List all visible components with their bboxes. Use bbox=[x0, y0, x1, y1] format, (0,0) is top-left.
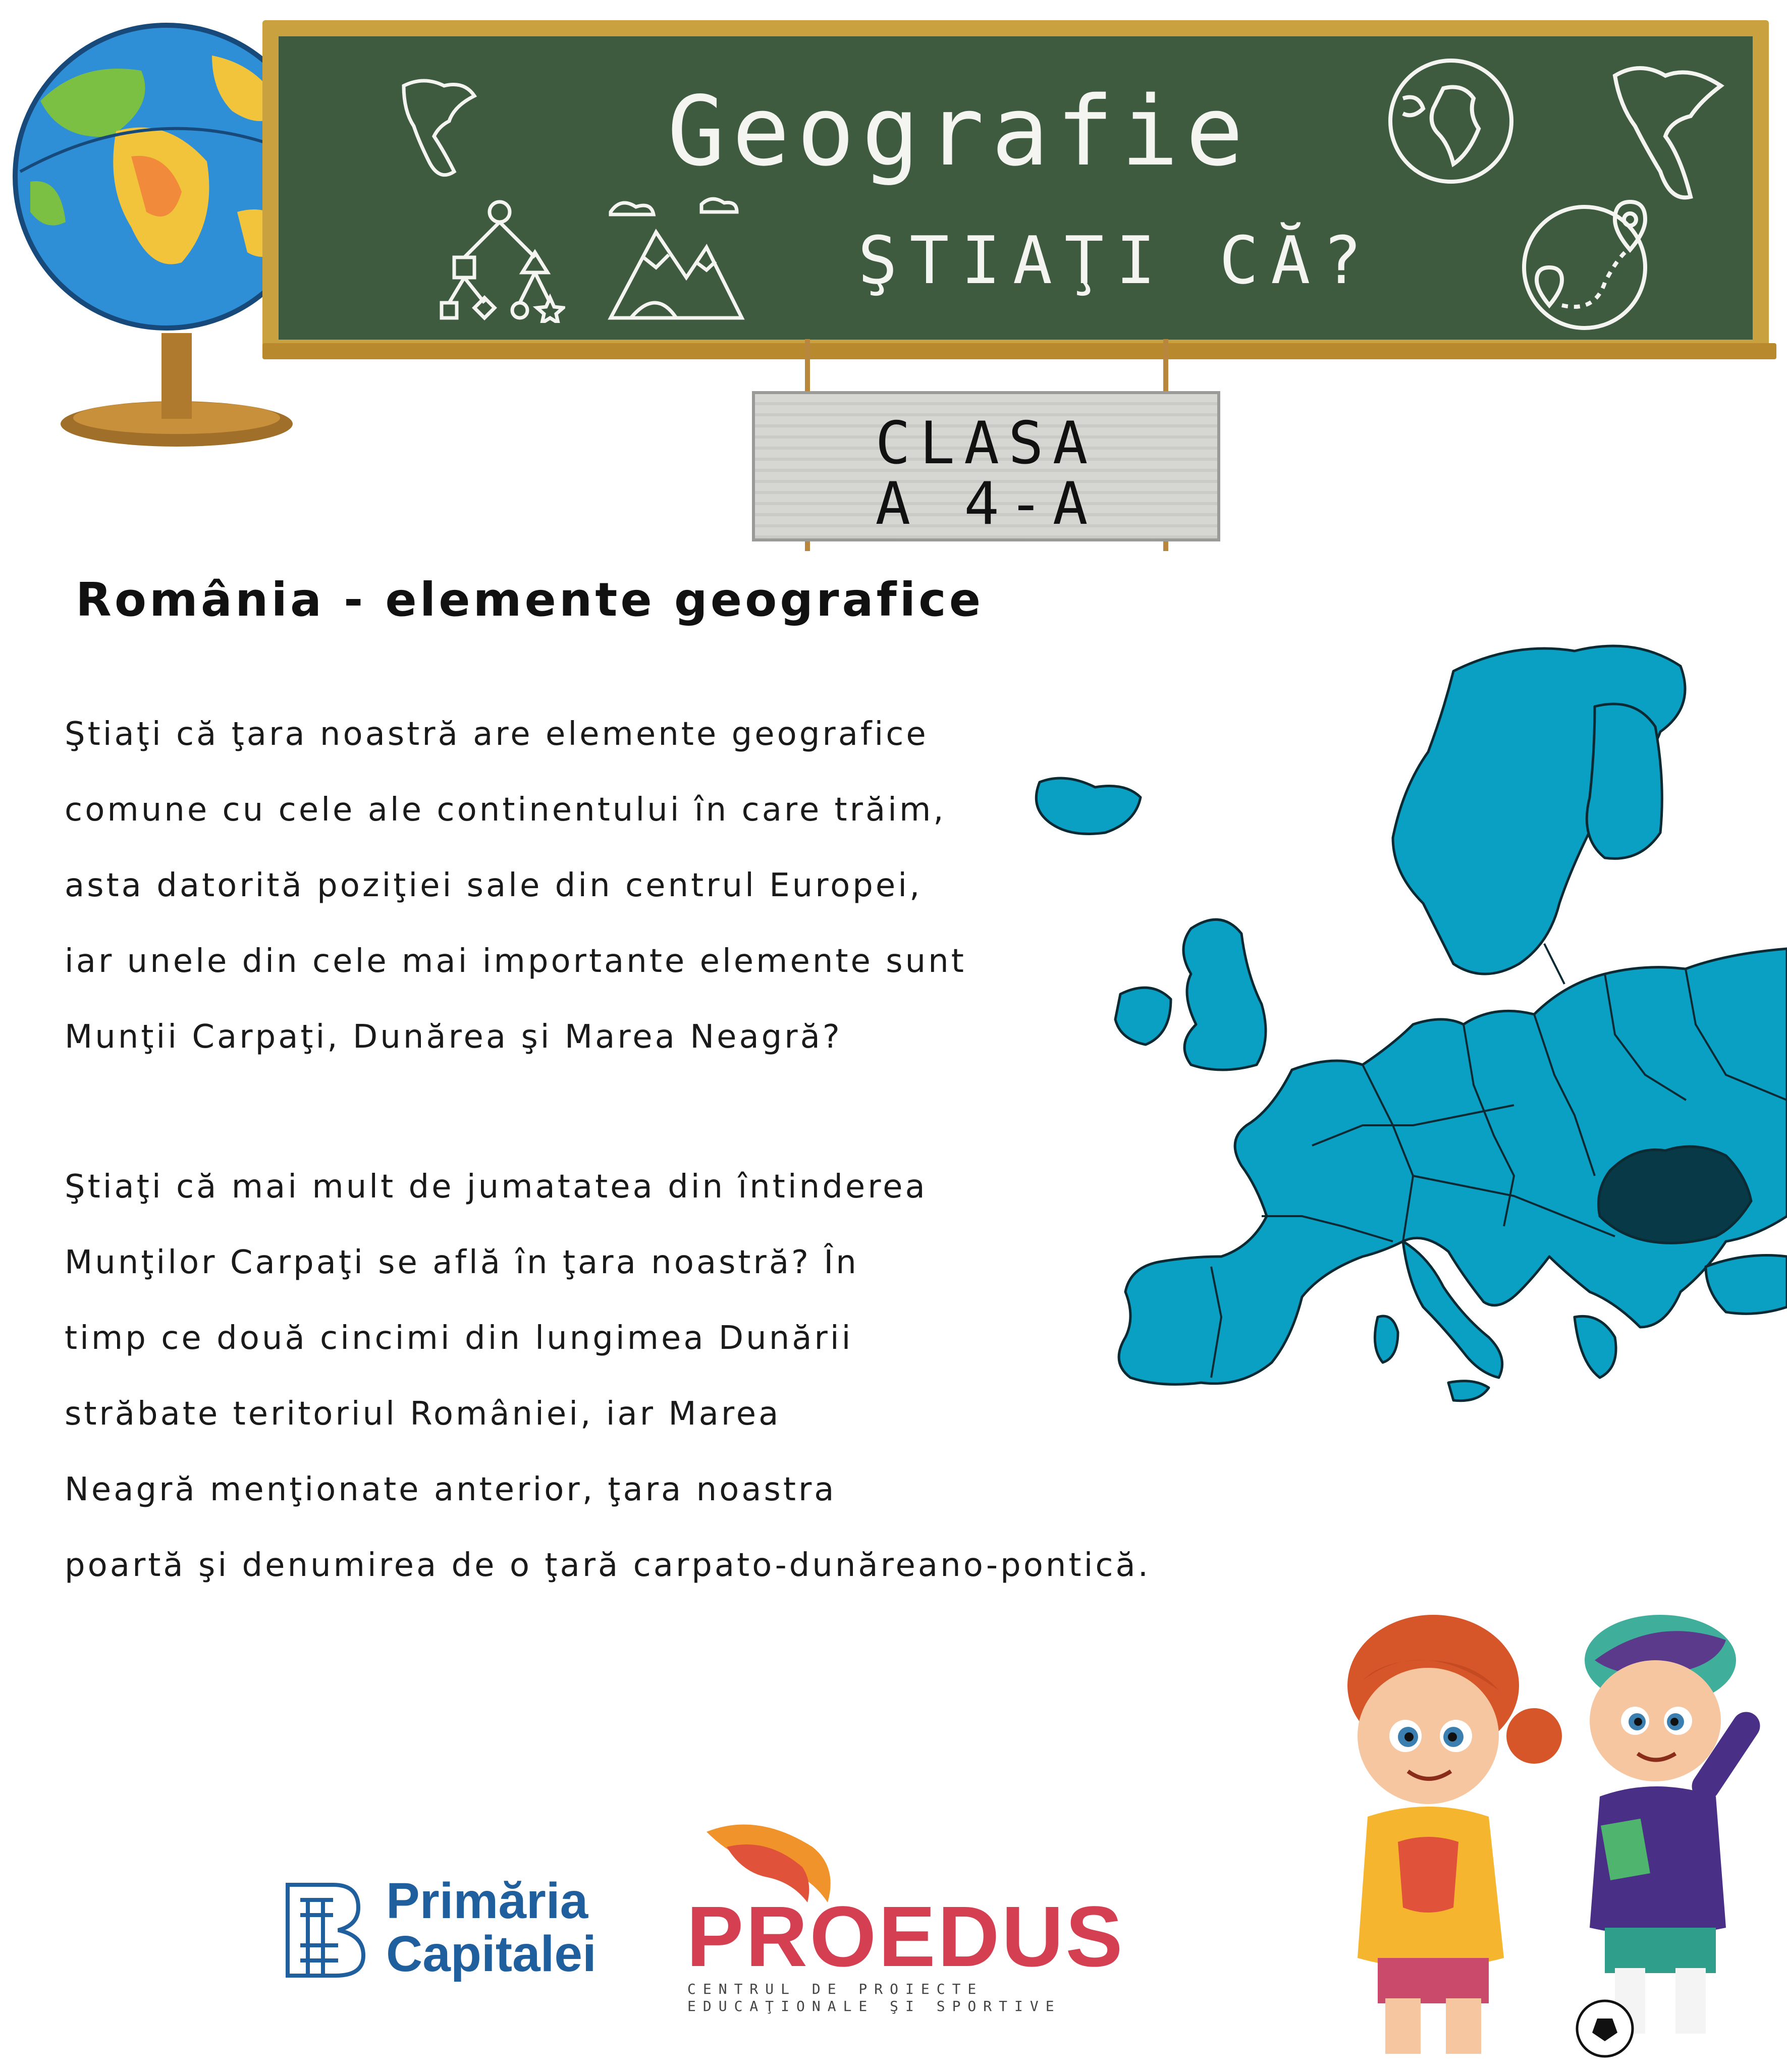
chalkboard-rail bbox=[262, 343, 1776, 359]
romania bbox=[1599, 1147, 1752, 1243]
class-sign bbox=[752, 391, 1220, 541]
header-subtitle: ŞTIAŢI CĂ? bbox=[858, 222, 1374, 299]
paragraph-1-line: comune cu cele ale continentului în care trăim, bbox=[65, 791, 946, 829]
location-globe-icon bbox=[1514, 192, 1660, 333]
paragraph-2-line: poartă şi denumirea de o ţară carpato-dunăreano-pontică. bbox=[65, 1547, 1151, 1584]
primaria-capitalei-logo bbox=[386, 1875, 597, 1981]
section-heading: România - elemente geografice bbox=[76, 573, 984, 627]
paragraph-2-line: timp ce două cincimi din lungimea Dunării bbox=[65, 1320, 853, 1357]
americas-icon bbox=[1605, 56, 1731, 207]
finland bbox=[1587, 704, 1662, 858]
proedus-tagline-1: CENTRUL DE PROIECTE bbox=[687, 1981, 984, 1997]
europe-map bbox=[1009, 621, 1787, 1448]
primaria-line-1: Primăria bbox=[386, 1873, 588, 1929]
paragraph-2-line: Ştiaţi că mai mult de jumatatea din întinderea bbox=[65, 1168, 928, 1206]
paragraph-1-line: iar unele din cele mai importante elemente sunt bbox=[65, 943, 966, 980]
proedus-tagline-2: EDUCAŢIONALE ŞI SPORTIVE bbox=[687, 1998, 1061, 2014]
mountains-icon bbox=[601, 192, 747, 323]
greece bbox=[1575, 1316, 1616, 1378]
great-britain bbox=[1183, 919, 1266, 1070]
paragraph-2-line: străbate teritoriul României, iar Marea bbox=[65, 1395, 781, 1433]
primaria-line-2: Capitalei bbox=[386, 1926, 597, 1982]
iceland bbox=[1036, 778, 1141, 834]
sign-line-1: CLASA bbox=[875, 409, 1097, 477]
sardinia bbox=[1375, 1316, 1398, 1362]
americas-icon bbox=[394, 71, 484, 187]
proedus-tagline bbox=[687, 1981, 1061, 2015]
paragraph-2-line: Neagră menţionate anterior, ţara noastra bbox=[65, 1471, 837, 1508]
paragraph-1-line: Munţii Carpaţi, Dunărea şi Marea Neagră? bbox=[65, 1018, 842, 1056]
girl-figure bbox=[1347, 1615, 1562, 2054]
boy-figure bbox=[1577, 1615, 1746, 2056]
earth-icon bbox=[1383, 53, 1519, 189]
sign-line-2: A 4-A bbox=[875, 470, 1097, 538]
primaria-capitalei-logo-icon bbox=[278, 1880, 368, 1981]
sicily bbox=[1448, 1381, 1489, 1401]
paragraph-2-line: Munţilor Carpaţi se află în ţara noastră? În bbox=[65, 1244, 859, 1281]
turkey bbox=[1706, 1256, 1787, 1314]
hierarchy-icon bbox=[434, 197, 565, 323]
paragraph-1-line: asta datorită poziţiei sale din centrul Europei, bbox=[65, 867, 923, 904]
kids-illustration bbox=[1322, 1605, 1776, 2059]
header-title: Geografie bbox=[667, 76, 1251, 187]
ireland bbox=[1115, 988, 1171, 1045]
paragraph-1-line: Ştiaţi că ţara noastră are elemente geografice bbox=[65, 716, 929, 753]
proedus-logo: PROEDUS bbox=[686, 1889, 1125, 1985]
